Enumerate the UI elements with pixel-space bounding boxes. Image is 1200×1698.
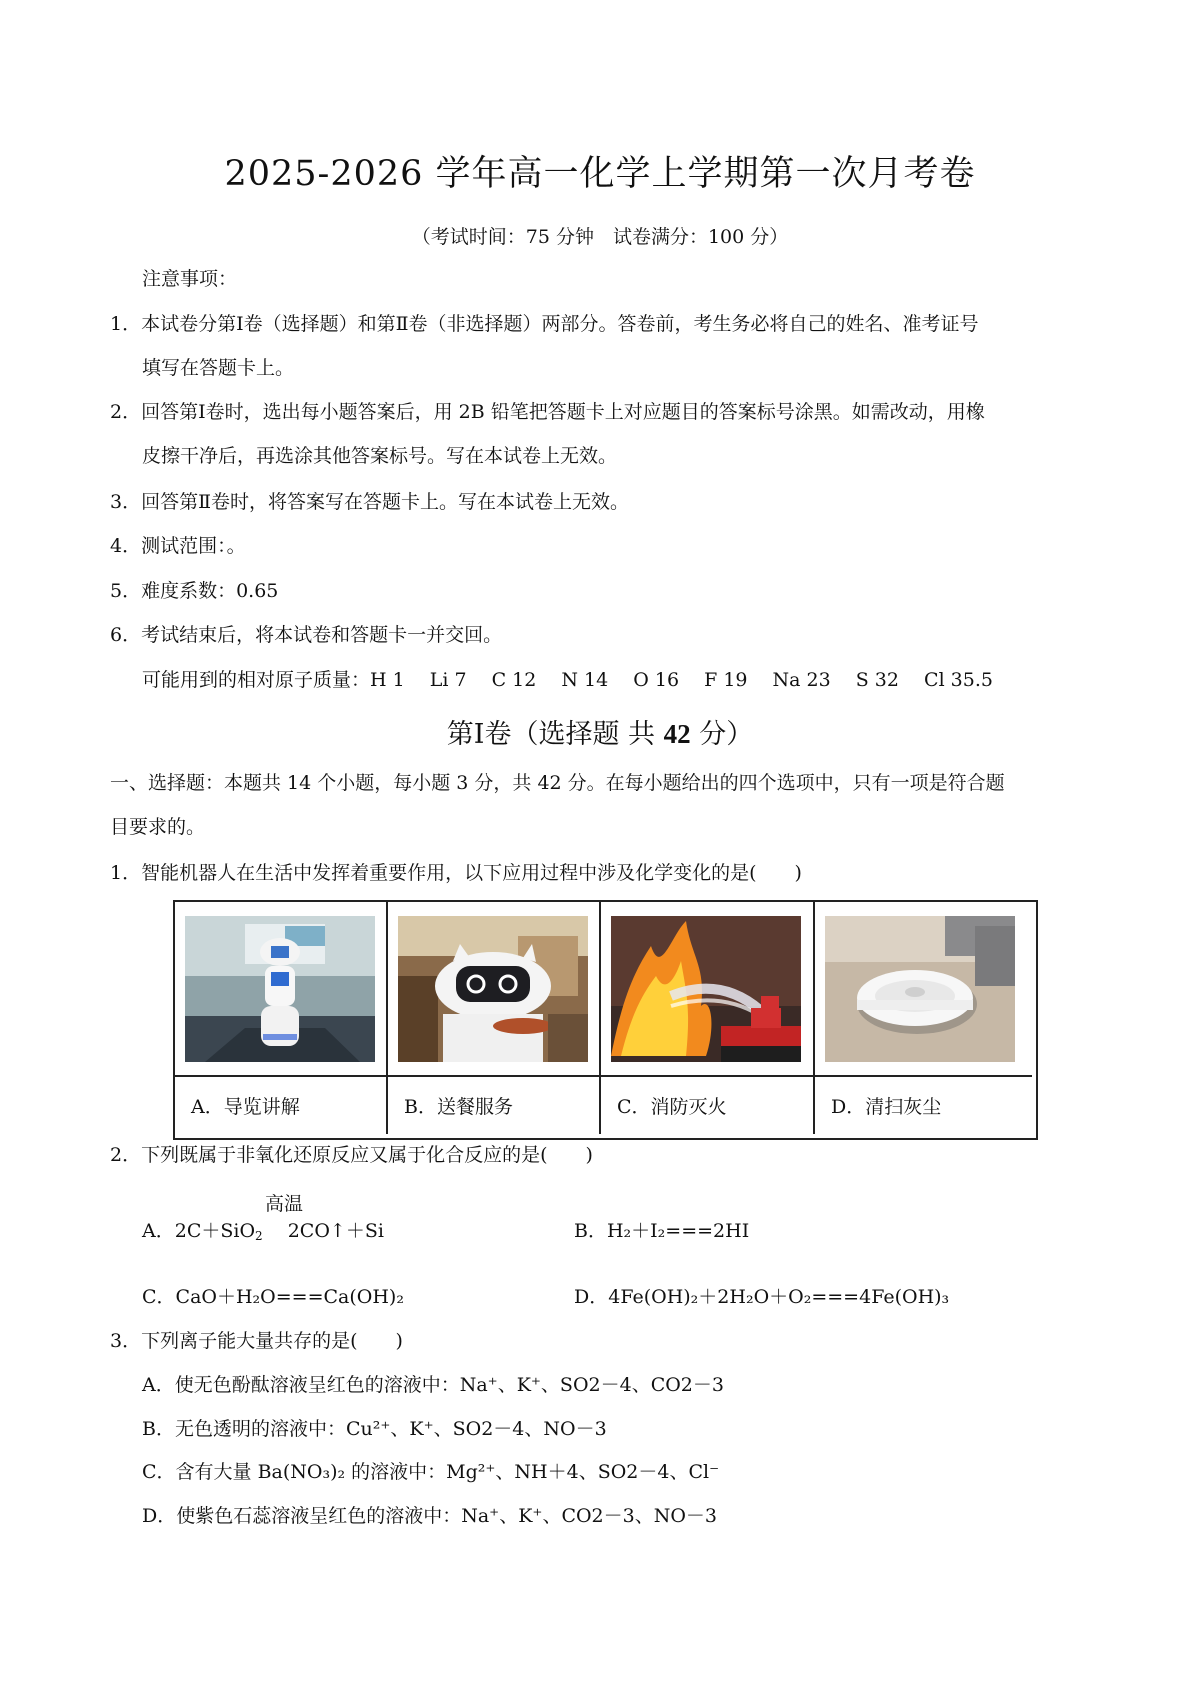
note-5 (110, 578, 278, 604)
note-6 (110, 622, 502, 648)
note-number: 3． (110, 491, 142, 513)
section-instruction-continued: 目要求的。 (110, 816, 206, 838)
atomic-masses: 可能用到的相对原子质量：H 1 Li 7 C 12 N 14 O 16 F 19 Na 23 S 32 Cl 35.5 (142, 669, 993, 691)
section-title-score: 42 (663, 719, 691, 749)
section-instruction: 一、选择题：本题共 14 个小题，每小题 3 分，共 42 分。在每小题给出的四个选项中，只有一项是符合题 (110, 772, 1005, 794)
question-3-stem: 3．下列离子能大量共存的是( ) (110, 1330, 403, 1352)
question-2-option-b: B．H₂＋I₂===2HI (574, 1220, 750, 1242)
question-1-stem: 1．智能机器人在生活中发挥着重要作用，以下应用过程中涉及化学变化的是( ) (110, 862, 802, 884)
reaction-condition: 高温 (265, 1193, 304, 1215)
note-2-continued: 皮擦干净后，再选涂其他答案标号。写在本试卷上无效。 (142, 445, 618, 467)
option-b-image-cell (388, 902, 601, 1077)
option-d-label: D．清扫灰尘 (831, 1096, 942, 1118)
question-2-option-c: C．CaO＋H₂O===Ca(OH)₂ (142, 1286, 404, 1308)
note-4 (110, 533, 246, 559)
note-2 (110, 399, 985, 425)
equation-part: 2C＋SiO (174, 1220, 256, 1242)
section-title (0, 712, 1200, 751)
option-c-image-cell (601, 902, 815, 1077)
option-d-image-cell (815, 902, 1032, 1077)
note-text: 考试结束后，将本试卷和答题卡一并交回。 (141, 624, 503, 646)
question-3-option-a: A．使无色酚酞溶液呈红色的溶液中：Na⁺、K⁺、SO2－4、CO2－3 (142, 1374, 724, 1396)
question-3-option-c: C．含有大量 Ba(NO₃)₂ 的溶液中：Mg²⁺、NH＋4、SO2－4、Cl⁻ (142, 1461, 720, 1483)
delivery-robot-image (398, 916, 588, 1062)
equation-part: 2CO↑＋Si (262, 1220, 384, 1242)
question-3-option-d: D．使紫色石蕊溶液呈红色的溶液中：Na⁺、K⁺、CO2－3、NO－3 (142, 1505, 718, 1527)
note-text: 回答第Ⅰ卷时，选出每小题答案后，用 2B 铅笔把答题卡上对应题目的答案标号涂黑。如需改动，用橡 (141, 401, 985, 423)
note-1-continued: 填写在答题卡上。 (142, 357, 295, 379)
note-text: 难度系数：0.65 (141, 580, 279, 602)
note-number: 2． (110, 401, 142, 423)
question-1-image-table (173, 900, 1038, 1140)
vacuum-robot-image (825, 916, 1015, 1062)
note-number: 5． (110, 580, 142, 602)
option-a-label: A．导览讲解 (175, 1077, 388, 1134)
firefighting-robot-image (611, 916, 801, 1062)
note-text: 测试范围：。 (141, 535, 246, 557)
note-number: 4． (110, 535, 142, 557)
question-2-stem: 2．下列既属于非氧化还原反应又属于化合反应的是( ) (110, 1144, 593, 1166)
option-letter: A． (142, 1220, 175, 1242)
note-text: 本试卷分第Ⅰ卷（选择题）和第Ⅱ卷（非选择题）两部分。答卷前，考生务必将自己的姓名、准考证号 (141, 313, 979, 335)
question-3-option-b: B．无色透明的溶液中：Cu²⁺、K⁺、SO2－4、NO－3 (142, 1418, 607, 1440)
note-3 (110, 489, 629, 515)
note-1 (110, 311, 979, 337)
option-c-label: C．消防灭火 (601, 1077, 815, 1134)
section-title-prefix: 第Ⅰ卷（选择题 共 (446, 719, 656, 750)
note-number: 6． (110, 624, 142, 646)
notes-heading: 注意事项： (142, 268, 238, 290)
note-number: 1． (110, 313, 142, 335)
exam-title: 2025-2026 学年高一化学上学期第一次月考卷 (224, 154, 976, 194)
question-2-option-d: D．4Fe(OH)₂＋2H₂O＋O₂===4Fe(OH)₃ (574, 1286, 950, 1308)
option-a-image-cell (175, 902, 388, 1077)
note-text: 回答第Ⅱ卷时，将答案写在答题卡上。写在本试卷上无效。 (141, 491, 630, 513)
section-title-suffix: 分） (699, 719, 754, 750)
equation-subscript: 2 (255, 1229, 263, 1243)
exam-subtitle: （考试时间：75 分钟 试卷满分：100 分） (411, 226, 789, 248)
option-b-label: B．送餐服务 (388, 1077, 601, 1134)
guide-robot-image (185, 916, 375, 1062)
question-2-option-a (142, 1218, 384, 1249)
